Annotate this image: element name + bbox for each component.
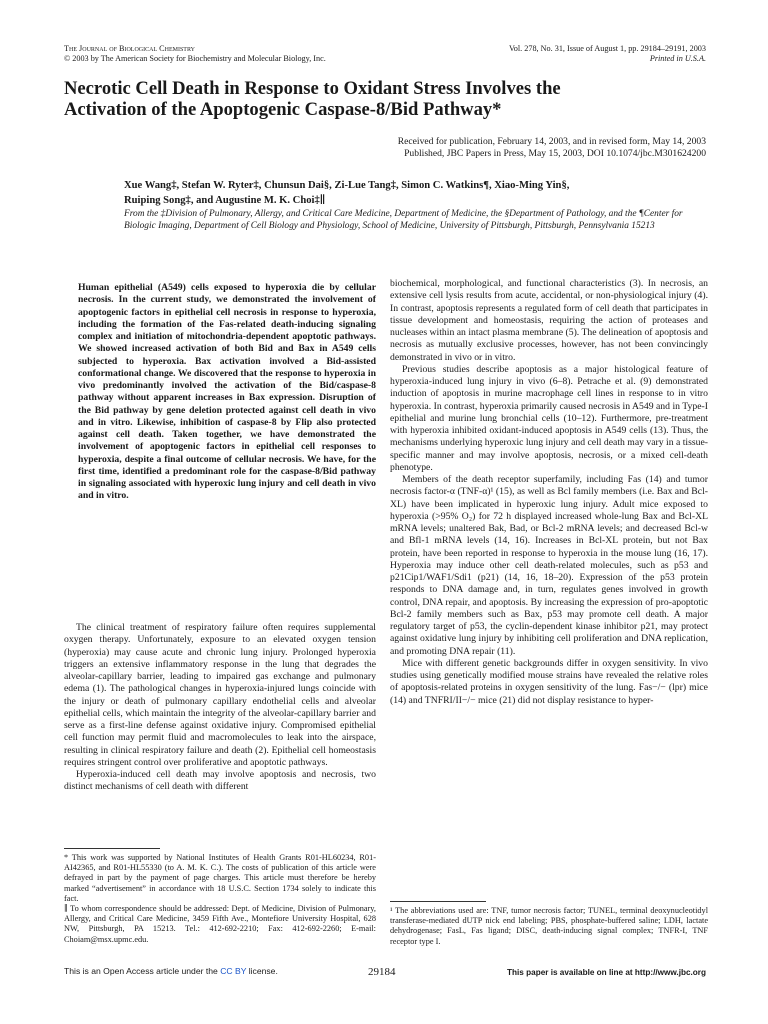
journal-name: The Journal of Biological Chemistry [64, 44, 195, 53]
footnote-divider-left [64, 848, 160, 849]
running-header-right [509, 44, 706, 64]
intro-paragraph-1: The clinical treatment of respiratory failure often requires supplemental oxygen therapy. Unfortunately, exposure to an elevated oxygen tension (hyperoxia) may cause acute and chronic lung injury. Prolonged hyperoxia triggers an extensive inflammatory response in the lung that degrades the alveolar-capillary barrier, leading to impaired gas exchange and pulmonary edema (1). The pathological changes in hyperoxia-injured lungs coincide with the injury or death of pulmonary capillary endothelial cells and alveolar epithelial cells, which maintain the integrity of the alveolar-capillary barrier and serve as a first-line defense against oxidative injury. Compromised epithelial cell function may permit fluid and macromolecules to leak into the airspace, resulting in clinical respiratory failure and death (2). Epithelial cell homeostasis requires stringent control over proliferative and apoptotic pathways. [64, 622, 376, 768]
title-line-2: Activation of the Apoptogenic Caspase-8/Bid Pathway* [64, 99, 502, 120]
abbreviations-footnote: ¹ The abbreviations used are: TNF, tumor necrosis factor; TUNEL, terminal deoxynucleotidyl transferase-mediated dUTP nick end labeling; PBS, phosphate-buffered saline; LDH, lactate dehydrogenase; FasL, Fas ligand; DISC, death-inducing signal complex; TNFR-I, TNF receptor type I. [390, 906, 708, 946]
left-footnotes [64, 853, 376, 945]
footnote-divider-right [390, 901, 486, 902]
authors-line-1: Xue Wang‡, Stefan W. Ryter‡, Chunsun Dai§, Zi-Lue Tang‡, Simon C. Watkins¶, Xiao-Ming Yin§, [124, 180, 570, 191]
right-paragraph-2: Previous studies describe apoptosis as a major histological feature of hyperoxia-induced lung injury in vivo (6–8). Petrache et al. (9) demonstrated induction of apoptosis in murine macrophage cell lines in response to in vitro hyperoxia. In contrast, hyperoxia primarily caused necrosis in A549 and in Type-I epithelial and murine lung bronchial cells (10–12). Furthermore, pre-treatment with hyperoxia inhibited oxidant-induced apoptosis in A549 cells (13). Thus, the mechanisms underlying hyperoxic lung injury and cell death may vary in a tissue-specific manner and may involve apoptosis, necrosis, or a mixed cell-death phenotype. [390, 363, 708, 473]
authors-line-2: Ruiping Song‡, and Augustine M. K. Choi‡∥ [124, 195, 326, 206]
right-paragraph-4: Mice with different genetic backgrounds differ in oxygen sensitivity. In vivo studies using genetically modified mouse strains have revealed the relative roles of apoptosis-related proteins in oxygen sensitivity of the lung. Fas−/− (lpr) mice (14) and TNFRI/II−/− mice (21) did not display resistance to hyper- [390, 657, 708, 706]
right-column [390, 278, 708, 707]
affiliation: From the ‡Division of Pulmonary, Allergy, and Critical Care Medicine, Department of Medicine, the §Department of Pathology, and the ¶Center for Biologic Imaging, Department of Cell Biology and Physiology, School of Medicine, University of Pittsburgh, Pittsburgh, Pennsylvania 15213 [124, 209, 683, 231]
abstract-text: Human epithelial (A549) cells exposed to hyperoxia die by cellular necrosis. In the current study, we demonstrated the involvement of apoptogenic factors in epithelial cell necrosis in response to hyperoxia, including the formation of the Fas-related death-inducing signaling complex and initiation of mitochondria-dependent apoptotic pathways. We showed increased activation of both Bid and Bax in A549 cells subjected to hyperoxia. Bax activation involved a Bid-assisted conformational change. We discovered that the response to hyperoxia in vivo predominantly involved the activation of the Bid/caspase-8 pathway without apparent increases in Bax expression. Disruption of the Bid pathway by gene deletion protected against cell death in vivo and in vitro. Likewise, inhibition of caspase-8 by Flip also protected against cell death. Taken together, we have demonstrated the involvement of apoptogenic factors in epithelial cell responses to hyperoxia, despite a final outcome of cellular necrosis. We have, for the first time, identified a predominant role for the caspase-8/Bid pathway in signaling associated with hyperoxic lung injury and cell death in vivo and in vitro. [78, 282, 376, 502]
abstract [78, 282, 376, 503]
page-number: 29184 [368, 966, 396, 978]
published-line: Published, JBC Papers in Press, May 15, 2003, DOI 10.1074/jbc.M301624200 [404, 148, 706, 159]
title-line-1: Necrotic Cell Death in Response to Oxidant Stress Involves the [64, 78, 561, 99]
article-title [64, 78, 714, 120]
correspondence-footnote: ∥ To whom correspondence should be addressed: Dept. of Medicine, Division of Pulmonary, Allergy, and Critical Care Medicine, 3459 Fifth Ave., Montefiore University Hospital, 628 NW, Pittsburgh, PA 15213. Tel.: 412-692-2210; Fax: 412-692-2260; E-mail: Choiam@msx.upmc.edu. [64, 904, 376, 944]
open-access-notice [64, 966, 278, 976]
volume-info: Vol. 278, No. 31, Issue of August 1, pp. 29184–29191, 2003 [508, 44, 706, 53]
availability-notice: This paper is available on line at http://www.jbc.org [507, 968, 706, 977]
right-paragraph-3: Members of the death receptor superfamily, including Fas (14) and tumor necrosis factor-α (TNF-α)¹ (15), as well as Bcl family members (i.e. Bax and Bcl-XL) have been implicated in hyperoxic lung injury. Adult mice exposed to hyperoxia (>95% O₂) for 72 h displayed increased whole-lung Bax and Bcl-XL mRNA levels; unaltered Bak, Bad, or Bcl-2 mRNA levels; and decreased Bcl-w and Bfl-1 mRNA levels (14, 16). Increases in Bcl-XL protein, but not Bax protein, have been reported in response to hyperoxia in the mouse lung (16, 17). Hyperoxia may induce other cell death-related molecules, such as p53 and p21Cip1/WAF1/Sdi1 (p21) (14, 16, 18–20). Expression of the p53 protein responds to DNA damage and, in turn, regulates genes involved in growth control, DNA repair, and apoptosis. By increasing the expression of pro-apoptotic Bcl-2 family members such as Bax, p53 may promote cell death. A major regulatory target of p53, the cyclin-dependent kinase inhibitor p21, may protect against oxidative lung injury by inhibiting cell proliferation and DNA replication, and promoting DNA repair (11). [390, 474, 708, 657]
received-line: Received for publication, February 14, 2003, and in revised form, May 14, 2003 [397, 136, 706, 147]
received-dates [398, 136, 706, 160]
license-suffix: license. [248, 966, 278, 976]
right-footnotes [390, 906, 708, 947]
right-paragraph-1: biochemical, morphological, and functional characteristics (3). In necrosis, an extensive cell lysis results from acute, accidental, or non-physiological injury (4). In contrast, apoptosis represents a regulated form of cell death that participates in tissue development and homeostasis, requiring the action of proteases and nucleases within an intact plasma membrane (5). The delineation of apoptosis and necrosis as mutually exclusive processes, however, has not been convincingly demonstrated in vivo or in vitro. [390, 278, 708, 363]
printed-in: Printed in U.S.A. [649, 54, 706, 63]
funding-footnote: * This work was supported by National Institutes of Health Grants R01-HL60234, R01-AI42365, and R01-HL55330 (to A. M. K. C.). The costs of publication of this article were defrayed in part by the payment of page charges. This article must therefore be hereby marked “advertisement” in accordance with 18 U.S.C. Section 1734 solely to indicate this fact. [64, 853, 376, 903]
open-access-text: This is an Open Access article under the [64, 966, 218, 976]
running-header-left [64, 44, 326, 64]
introduction-left-column [64, 622, 376, 794]
copyright-line: © 2003 by The American Society for Biochemistry and Molecular Biology, Inc. [64, 54, 326, 63]
author-list [124, 178, 714, 208]
license-link[interactable]: CC BY [220, 966, 247, 976]
intro-paragraph-2: Hyperoxia-induced cell death may involve apoptosis and necrosis, two distinct mechanisms of cell death with different [64, 769, 376, 793]
